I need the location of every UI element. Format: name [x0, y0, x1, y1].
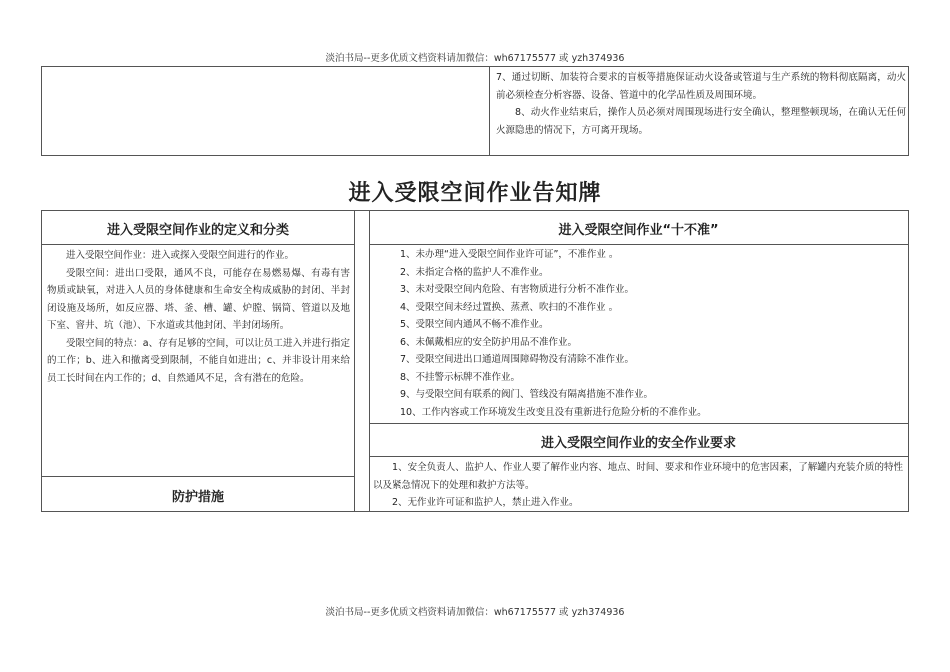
list-item: 2、未指定合格的监护人不准作业。: [400, 266, 549, 278]
notice-table: [41, 210, 909, 512]
protection-title: 防护措施: [171, 490, 224, 505]
ten-no-title: 进入受限空间作业“十不准”: [558, 223, 719, 238]
ten-no-list: [400, 246, 900, 421]
measure-item-7: 7、通过切断、加装符合要求的盲板等措施保证动火设备或管道与生产系统的物料彻底隔离，动火前必须检查分析容器、设备、管道中的化学品性质及周围环境。: [496, 72, 906, 101]
safety-list: [373, 459, 903, 512]
list-item: 2、无作业许可证和监护人，禁止进入作业。: [392, 497, 579, 508]
left-protection-line: [42, 476, 354, 477]
list-item: 1、未办理“进入受限空间作业许可证”，不准作业 。: [400, 249, 619, 260]
right-column-divider: [369, 211, 370, 511]
definition-title: 进入受限空间作业的定义和分类: [106, 223, 289, 238]
left-column-divider: [354, 211, 355, 511]
safety-title: 进入受限空间作业的安全作业要求: [540, 436, 736, 451]
list-item: 4、受限空间未经过置换、蒸煮、吹扫的不准作业 。: [400, 301, 619, 313]
right-safety-title-line: [369, 456, 908, 457]
definition-text: [47, 247, 350, 387]
list-item: 1、安全负责人、监护人、作业人要了解作业内容、地点、时间、要求和作业环境中的危害因素，了解罐内充装介质的特性以及紧急情况下的处理和救护方法等。: [373, 462, 903, 491]
list-item: 6、未佩戴相应的安全防护用品不准作业。: [400, 336, 578, 348]
list-item: 8、不挂警示标牌不准作业。: [400, 371, 521, 383]
list-item: 7、受限空间进出口通道周围障碍物没有清除不准作业。: [400, 354, 635, 365]
page-header: 淡泊书局--更多优质文档资料请加微信：wh67175577 或 yzh374936: [325, 53, 625, 64]
list-item: 5、受限空间内通风不畅不准作业。: [400, 319, 549, 330]
continuation-cell: [496, 69, 906, 139]
left-title-line: [42, 244, 354, 245]
right-safety-line: [369, 423, 908, 424]
right-title-line: [369, 244, 908, 245]
page-footer: 淡泊书局--更多优质文档资料请加微信：wh67175577 或 yzh374936: [325, 607, 625, 618]
column-divider: [489, 67, 490, 155]
page-title: 进入受限空间作业告知牌: [348, 181, 602, 206]
list-item: 3、未对受限空间内危险、有害物质进行分析不准作业。: [400, 284, 635, 295]
continuation-table: [41, 66, 909, 156]
definition-paragraph: 受限空间：进出口受限，通风不良，可能存在易燃易爆、有毒有害物质或缺氧，对进入人员的身体健康和生命安全构成威胁的封闭、半封闭设施及场所，如反应器、塔、釜、槽、罐、炉膛、锅筒、管道以及地下室、窨井、坑（池）、下水道或其他封闭、半封闭场所。: [47, 267, 350, 331]
definition-paragraph: 进入受限空间作业：进入或探入受限空间进行的作业。: [66, 250, 295, 261]
definition-paragraph: 受限空间的特点：a、存有足够的空间，可以让员工进入并进行指定的工作；b、进入和撤离受到限制，不能自如进出；c、并非设计用来给员工长时间在内工作的；d、自然通风不足，含有潜在的危险。: [47, 337, 350, 384]
measure-item-8: 8、动火作业结束后，操作人员必须对周围现场进行安全确认，整理整顿现场，在确认无任何火源隐患的情况下，方可离开现场。: [496, 107, 906, 136]
list-item: 9、与受限空间有联系的阀门、管线没有隔离措施不准作业。: [400, 389, 654, 400]
list-item: 10、工作内容或工作环境发生改变且没有重新进行危险分析的不准作业。: [400, 406, 707, 418]
